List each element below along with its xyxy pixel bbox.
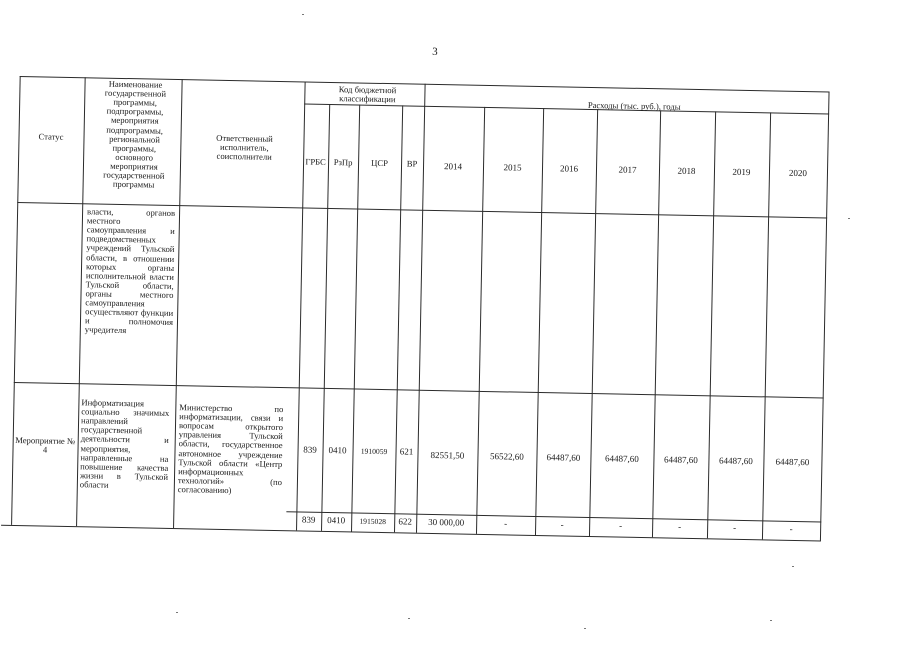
rule-col-14 xyxy=(820,92,830,541)
cell-value: 64487,60 xyxy=(663,454,698,466)
table-grid xyxy=(1,0,905,17)
continuation-text: власти, органов местного самоуправления и подведомственных учреждений Тульской области, в отношении которых органы исполнительной власти Тульской области, органы местного самоуправления осуществляют функции и полномочия учредителя xyxy=(84,206,176,336)
scan-speck xyxy=(792,566,794,567)
cell-rzpr: 0410 xyxy=(328,444,347,456)
measure-name: Информатизация социально значимых направлений государственной деятельности и мероприятия, направленные на повышение качества жизни в Тульской области xyxy=(79,397,170,490)
cell-csr: 1910059 xyxy=(360,446,388,457)
page-number: 3 xyxy=(432,45,438,59)
header-year: 2018 xyxy=(677,165,696,176)
cell-value: 64487,60 xyxy=(775,456,810,468)
cell-value: - xyxy=(619,520,623,531)
header-csr: ЦСР xyxy=(371,157,389,169)
cell-value: - xyxy=(789,523,793,534)
header-expenses: Расходы (тыс. руб.), годы xyxy=(587,99,681,112)
header-grbs: ГРБС xyxy=(305,156,326,167)
cell-value: 64487,60 xyxy=(546,452,581,463)
cell-csr: 1915028 xyxy=(359,516,387,527)
header-year: 2017 xyxy=(618,164,637,175)
rule-col-6 xyxy=(394,105,403,532)
header-responsible: Ответственный исполнитель, соисполнители xyxy=(216,132,273,163)
header-budget-code: Код бюджетной классификации xyxy=(338,84,397,105)
scan-speck xyxy=(176,612,178,613)
cell-value: - xyxy=(560,519,564,530)
cell-grbs: 839 xyxy=(303,444,317,455)
header-status: Статус xyxy=(38,131,64,142)
header-rzpr: РзПр xyxy=(333,157,353,168)
cell-value: - xyxy=(504,518,508,529)
scan-speck xyxy=(848,218,850,219)
scan-speck xyxy=(584,628,586,629)
header-year: 2014 xyxy=(443,161,463,172)
cell-vr: 621 xyxy=(399,446,414,457)
scan-speck xyxy=(770,620,772,621)
cell-value: 64487,60 xyxy=(604,453,639,464)
header-year: 2019 xyxy=(732,166,751,178)
rule-col-0 xyxy=(11,76,21,525)
header-year: 2016 xyxy=(559,163,579,174)
cell-vr: 622 xyxy=(398,516,413,527)
header-year: 2020 xyxy=(788,167,808,179)
scan-speck xyxy=(302,14,304,15)
cell-value: - xyxy=(733,522,737,533)
rule-col-5 xyxy=(351,105,360,532)
rule-col-3 xyxy=(296,81,306,530)
cell-grbs: 839 xyxy=(301,514,316,525)
cell-rzpr: 0410 xyxy=(327,514,346,526)
header-name: Наименование государственной программы, подпрограммы, мероприятия подпрограммы, региональной программы, основного мероприятия государственной программы xyxy=(103,78,167,190)
scan-speck xyxy=(408,618,410,619)
measure-responsible: Министерство по информатизации, связи и вопросам открытого управления Тульской области, государственное автономное учреждение Тульской области «Центр информационных технологий» (по согласованию) xyxy=(177,402,284,496)
rule-col-4 xyxy=(321,104,330,531)
cell-value: 30 000,00 xyxy=(428,516,465,528)
cell-value: 82551,50 xyxy=(430,449,465,461)
cell-value: 56522,60 xyxy=(490,451,524,462)
header-vr: ВР xyxy=(406,158,418,169)
header-year: 2015 xyxy=(503,162,522,173)
cell-value: 64487,60 xyxy=(718,455,753,467)
cell-value: - xyxy=(678,521,682,532)
measure-status: Мероприятие № 4 xyxy=(15,434,76,455)
rule-col-7 xyxy=(416,84,426,533)
